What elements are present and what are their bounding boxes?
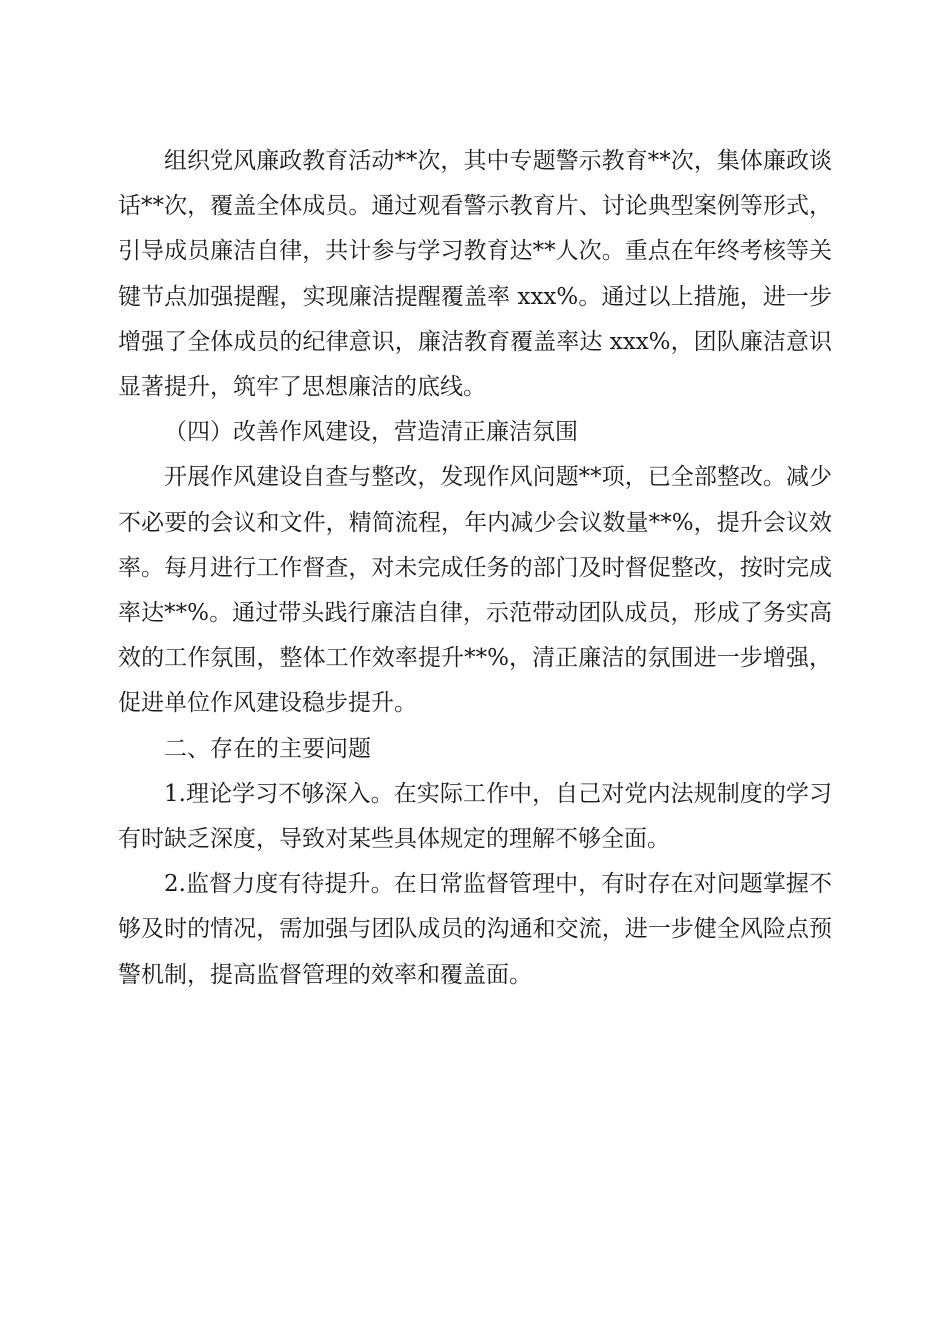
section-heading-problems: 二、存在的主要问题: [164, 735, 371, 762]
document-page: [118, 139, 832, 998]
problem-item-1: 1.理论学习不够深入。在实际工作中，自己对党内法规制度的学习有时缺乏深度，导致对某些具体规定的理解不够全面。: [118, 780, 832, 853]
subheading-work-style: （四）改善作风建设，营造清正廉洁氛围: [164, 419, 578, 446]
problem-item-2: 2.监督力度有待提升。在日常监督管理中，有时存在对问题掌握不够及时的情况，需加强与团队成员的沟通和交流，进一步健全风险点预警机制，提高监督管理的效率和覆盖面。: [118, 871, 832, 988]
paragraph-work-style: 开展作风建设自查与整改，发现作风问题**项，已全部整改。减少不必要的会议和文件，精简流程，年内减少会议数量**%，提升会议效率。每月进行工作督查，对未完成任务的部门及时督促整改，按时完成率达**%。通过带头践行廉洁自律，示范带动团队成员，形成了务实高效的工作氛围，整体工作效率提升**%，清正廉洁的氛围进一步增强，促进单位作风建设稳步提升。: [118, 464, 832, 717]
paragraph-education-activities: 组织党风廉政教育活动**次，其中专题警示教育**次，集体廉政谈话**次，覆盖全体成员。通过观看警示教育片、讨论典型案例等形式，引导成员廉洁自律，共计参与学习教育达**人次。重点在年终考核等关键节点加强提醒，实现廉洁提醒覆盖率 xxx%。通过以上措施，进一步增强了全体成员的纪律意识，廉洁教育覆盖率达 xxx%，团队廉洁意识显著提升，筑牢了思想廉洁的底线。: [118, 148, 832, 401]
